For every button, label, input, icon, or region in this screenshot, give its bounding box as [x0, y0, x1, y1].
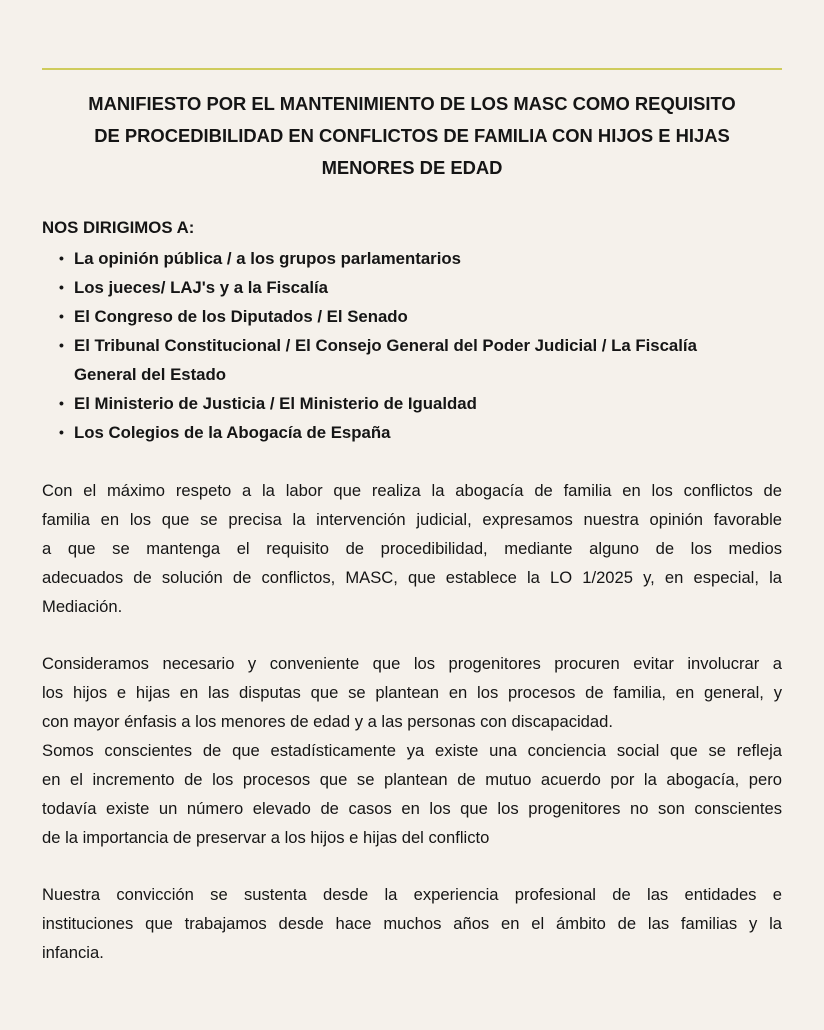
- paragraph-line: instituciones que trabajamos desde hace muchos años en el ámbito de las familias y la: [42, 914, 782, 933]
- bullet-icon: •: [59, 279, 64, 295]
- list-item-text: Los Colegios de la Abogacía de España: [74, 423, 391, 442]
- addressees-heading: NOS DIRIGIMOS A:: [42, 218, 195, 237]
- paragraph-line: adecuados de solución de conflictos, MASC, que establece la LO 1/2025 y, en especial, la: [42, 568, 782, 587]
- list-item-text: El Congreso de los Diputados / El Senado: [74, 307, 408, 326]
- bullet-icon: •: [59, 250, 64, 266]
- bullet-icon: •: [59, 424, 64, 440]
- paragraph-parents-involvement: [42, 649, 782, 736]
- bullet-icon: •: [59, 308, 64, 324]
- list-item: [42, 244, 782, 273]
- title-line: MANIFIESTO POR EL MANTENIMIENTO DE LOS MASC COMO REQUISITO: [88, 93, 736, 114]
- paragraph-line: Con el máximo respeto a la labor que realiza la abogacía de familia en los conflictos de: [42, 481, 782, 500]
- paragraph-social-awareness: [42, 736, 782, 852]
- list-item: [42, 302, 782, 331]
- paragraph-line: los hijos e hijas en las disputas que se plantean en los procesos de familia, en general, y: [42, 683, 782, 702]
- paragraph-line: Somos conscientes de que estadísticamente ya existe una conciencia social que se refleja: [42, 741, 782, 760]
- list-item: [42, 389, 782, 418]
- list-item-text: El Tribunal Constitucional / El Consejo General del Poder Judicial / La Fiscalía: [74, 336, 697, 355]
- list-item: [42, 418, 782, 447]
- paragraph-respect-advocacy: [42, 476, 782, 621]
- top-divider-line: [42, 68, 782, 70]
- bullet-icon: •: [59, 337, 64, 353]
- bullet-icon: •: [59, 395, 64, 411]
- paragraph-line: infancia.: [42, 943, 104, 962]
- paragraph-line: todavía existe un número elevado de casos en los que los progenitores no son conscientes: [42, 799, 782, 818]
- list-item: [42, 331, 782, 389]
- list-item-text: La opinión pública / a los grupos parlamentarios: [74, 249, 461, 268]
- paragraph-line: a que se mantenga el requisito de procedibilidad, mediante alguno de los medios: [42, 539, 782, 558]
- paragraph-line: Consideramos necesario y conveniente que los progenitores procuren evitar involucrar a: [42, 654, 782, 673]
- paragraph-line: en el incremento de los procesos que se plantean de mutuo acuerdo por la abogacía, pero: [42, 770, 782, 789]
- list-item-text: El Ministerio de Justicia / El Ministerio de Igualdad: [74, 394, 477, 413]
- title-line: MENORES DE EDAD: [321, 157, 503, 178]
- paragraph-line: de la importancia de preservar a los hijos e hijas del conflicto: [42, 828, 490, 847]
- paragraph-line: Nuestra convicción se sustenta desde la experiencia profesional de las entidades e: [42, 885, 782, 904]
- title-line: DE PROCEDIBILIDAD EN CONFLICTOS DE FAMILIA CON HIJOS E HIJAS: [94, 125, 730, 146]
- paragraph-line: Mediación.: [42, 597, 123, 616]
- paragraph-conviction: [42, 880, 782, 967]
- list-item-text: Los jueces/ LAJ's y a la Fiscalía: [74, 278, 328, 297]
- list-item: [42, 273, 782, 302]
- page-title: [42, 88, 782, 184]
- paragraph-line: con mayor énfasis a los menores de edad y a las personas con discapacidad.: [42, 712, 613, 731]
- addressee-list: [42, 244, 782, 447]
- list-item-text: General del Estado: [74, 365, 227, 384]
- paragraph-line: familia en los que se precisa la intervención judicial, expresamos nuestra opinión favorable: [42, 510, 782, 529]
